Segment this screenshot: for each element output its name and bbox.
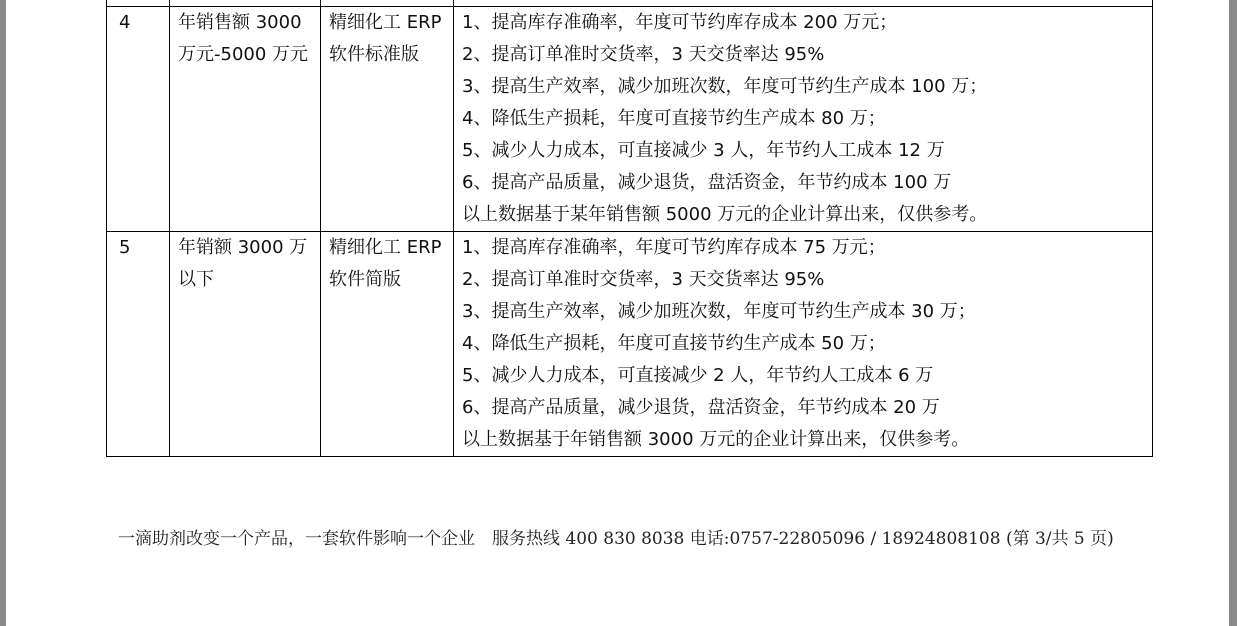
sales-range-cell	[170, 232, 321, 457]
benefit-line: 1、提高库存准确率，年度可节约库存成本 200 万元；	[462, 12, 898, 33]
document-page	[6, 0, 1229, 626]
benefit-line: 3、提高生产效率，减少加班次数，年度可节约生产成本 30 万；	[462, 301, 976, 322]
sales-range-cell	[170, 7, 321, 232]
row-number: 4	[107, 7, 170, 232]
page-footer: 一滴助剂改变一个产品，一套软件影响一个企业 服务热线 400 830 8038 电话:0757-22805096 / 18924808108 (第 3/共 5 页)	[118, 529, 1114, 549]
benefit-line: 5、减少人力成本，可直接减少 2 人，年节约人工成本 6 万	[462, 365, 934, 386]
pricing-table	[106, 0, 1153, 457]
benefits-cell	[454, 7, 1153, 232]
sales-range-line: 年销额 3000 万	[178, 237, 308, 258]
product-cell	[321, 232, 454, 457]
sales-range-line: 年销售额 3000	[178, 12, 302, 33]
benefit-line: 6、提高产品质量，减少退货，盘活资金，年节约成本 100 万	[462, 172, 952, 193]
sales-range-line: 万元-5000 万元	[178, 44, 309, 65]
benefit-line: 5、减少人力成本，可直接减少 3 人，年节约人工成本 12 万	[462, 140, 945, 161]
table-row	[107, 7, 1153, 232]
table-row	[107, 232, 1153, 457]
product-cell	[321, 7, 454, 232]
benefit-line: 1、提高库存准确率，年度可节约库存成本 75 万元；	[462, 237, 886, 258]
benefit-line: 2、提高订单准时交货率，3 天交货率达 95%	[462, 269, 825, 290]
benefit-note: 以上数据基于某年销售额 5000 万元的企业计算出来，仅供参考。	[462, 204, 988, 225]
sales-range-line: 以下	[178, 269, 214, 290]
viewer-background-right	[1229, 0, 1237, 626]
product-line: 精细化工 ERP	[329, 12, 442, 33]
product-line: 软件简版	[329, 269, 401, 290]
benefit-note: 以上数据基于年销售额 3000 万元的企业计算出来，仅供参考。	[462, 429, 970, 450]
benefits-cell	[454, 232, 1153, 457]
product-line: 软件标准版	[329, 44, 419, 65]
benefit-line: 4、降低生产损耗，年度可直接节约生产成本 50 万；	[462, 333, 886, 354]
viewer-background-left	[0, 0, 6, 626]
benefit-line: 6、提高产品质量，减少退货，盘活资金，年节约成本 20 万	[462, 397, 940, 418]
benefit-line: 2、提高订单准时交货率，3 天交货率达 95%	[462, 44, 825, 65]
benefit-line: 4、降低生产损耗，年度可直接节约生产成本 80 万；	[462, 108, 886, 129]
benefit-line: 3、提高生产效率，减少加班次数，年度可节约生产成本 100 万；	[462, 76, 988, 97]
product-line: 精细化工 ERP	[329, 237, 442, 258]
row-number: 5	[107, 232, 170, 457]
